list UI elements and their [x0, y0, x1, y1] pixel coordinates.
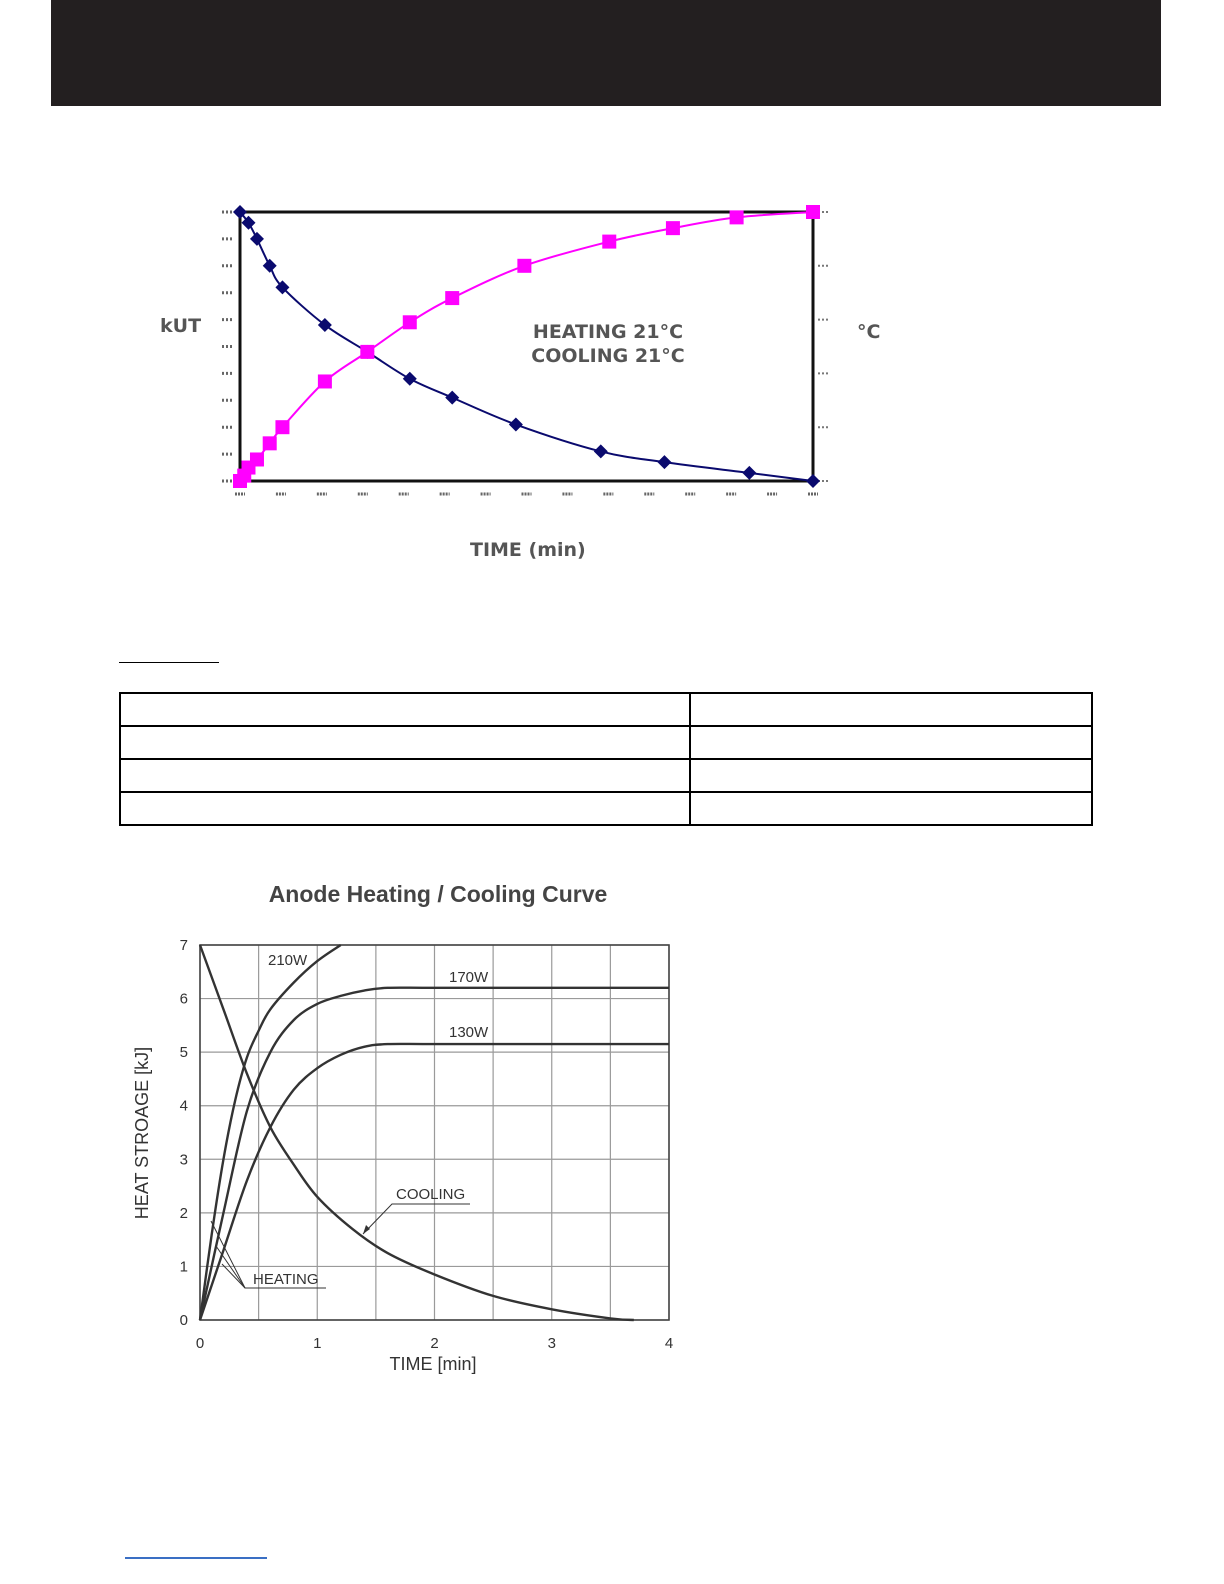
plot-frame: [240, 212, 813, 481]
table-row: [120, 693, 1092, 726]
cooling-data-point: [657, 455, 671, 469]
y-tick-label: 2: [179, 1204, 188, 1222]
table-cell: [120, 693, 690, 726]
left-axis-label: kUT: [160, 315, 202, 337]
header-bar: [51, 0, 1161, 106]
anode-heating-cooling-chart: [0, 860, 760, 1400]
y-tick-label: 0: [179, 1312, 188, 1329]
label-210w: 210W: [268, 952, 308, 969]
cooling-series-line: [240, 212, 813, 481]
heating-data-point: [318, 374, 332, 388]
cooling-data-point: [742, 466, 756, 480]
table-cell: [690, 759, 1092, 792]
x-axis-label: TIME [min]: [389, 1354, 477, 1374]
heating-data-point: [275, 420, 289, 434]
x-axis-label: TIME (min): [470, 539, 586, 561]
anode-chart-svg: [0, 860, 760, 1400]
x-tick-label: 4: [664, 1335, 674, 1352]
annotation-heating: HEATING 21°C: [532, 321, 684, 343]
label-170w: 170W: [449, 969, 489, 986]
cooling-data-point: [445, 391, 459, 405]
heating-data-point: [730, 210, 744, 224]
x-tick-label: 3: [547, 1335, 556, 1352]
heating-data-point: [250, 452, 264, 466]
heating-data-point: [517, 259, 531, 273]
cooling-data-point: [241, 216, 255, 230]
table-cell: [120, 759, 690, 792]
heating-data-point: [360, 345, 374, 359]
table-row: [120, 759, 1092, 792]
heating-data-point: [806, 205, 820, 219]
cooling-data-point: [250, 232, 264, 246]
y-tick-label: 3: [179, 1151, 188, 1169]
y-axis-label: HEAT STROAGE [kJ]: [132, 1046, 152, 1220]
y-tick-label: 4: [179, 1097, 188, 1115]
heating-data-point: [602, 235, 616, 249]
table-row: [120, 792, 1092, 825]
label-130w: 130W: [449, 1024, 489, 1041]
y-tick-label: 5: [179, 1044, 188, 1062]
heating-data-point: [666, 221, 680, 235]
tube-chart-svg: [0, 190, 1224, 580]
x-tick-label: 0: [195, 1335, 205, 1352]
cooling-data-point: [263, 259, 277, 273]
y-tick-label: 7: [179, 937, 188, 954]
heating-series-line: [240, 212, 813, 481]
chart-title: Anode Heating / Cooling Curve: [268, 881, 608, 907]
table-cell: [120, 792, 690, 825]
cooling-data-point: [403, 372, 417, 386]
x-tick-label: 2: [430, 1335, 439, 1352]
tube-heating-cooling-chart: [0, 190, 1224, 580]
table-cell: [690, 693, 1092, 726]
cooling-data-point: [594, 444, 608, 458]
label-heating: HEATING: [253, 1271, 319, 1288]
curve-cooling: [200, 945, 634, 1320]
y-tick-label: 1: [179, 1258, 188, 1276]
section-underline: [119, 662, 219, 663]
cooling-leader-line: [363, 1204, 470, 1234]
right-axis-label: °C: [857, 321, 881, 343]
heating-data-point: [403, 315, 417, 329]
chart-annotation: [530, 320, 686, 368]
table-cell: [690, 792, 1092, 825]
cooling-data-point: [806, 474, 820, 488]
cooling-data-point: [509, 418, 523, 432]
annotation-cooling: COOLING 21°C: [531, 345, 685, 367]
heating-leader-line: [222, 1264, 245, 1288]
cooling-arrowhead: [363, 1225, 370, 1234]
heating-data-point: [263, 436, 277, 450]
heating-data-point: [445, 291, 459, 305]
bottom-link-underline: [125, 1557, 267, 1559]
table-cell: [120, 726, 690, 759]
label-cooling: COOLING: [396, 1186, 466, 1203]
table-cell: [690, 726, 1092, 759]
y-tick-label: 6: [179, 990, 188, 1008]
x-tick-label: 1: [313, 1335, 322, 1352]
table-row: [120, 726, 1092, 759]
spec-table: [119, 692, 1093, 826]
